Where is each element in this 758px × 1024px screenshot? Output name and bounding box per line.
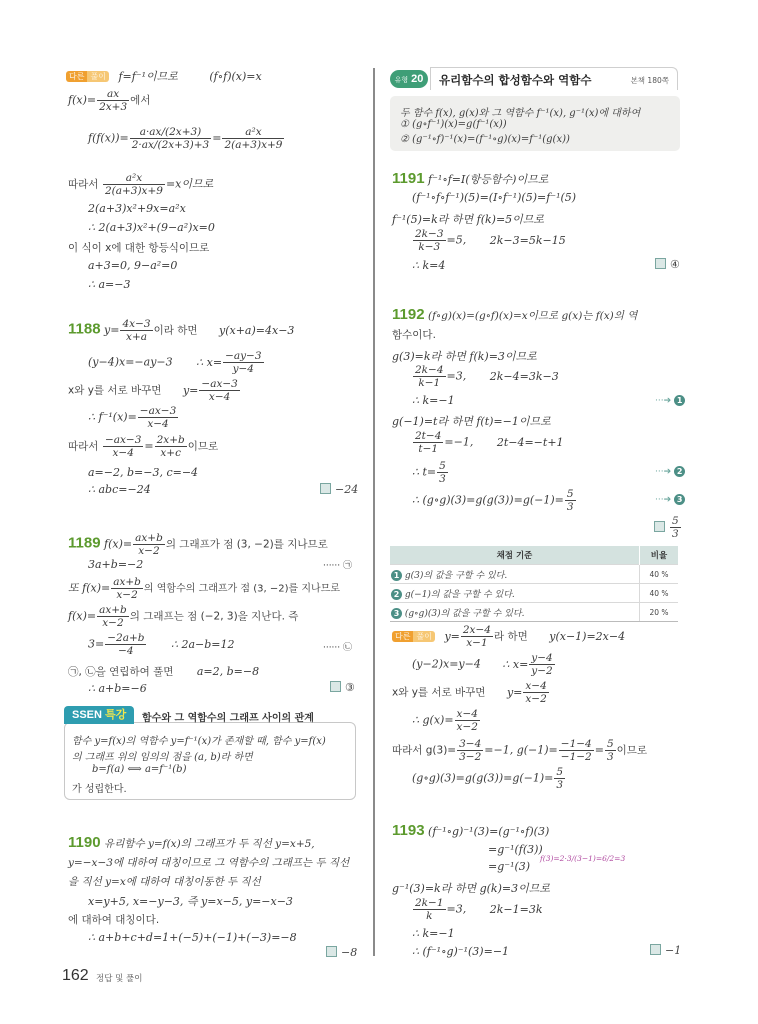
solution-line: y=−x−3에 대하여 대칭이므로 그 역함수의 그래프는 두 직선	[68, 857, 350, 869]
step-marker: ···➔ 3	[655, 492, 685, 505]
step-1-icon: 1	[674, 395, 685, 406]
solution-line: (f⁻¹∘f∘f⁻¹)(5)=(I∘f⁻¹)(5)=f⁻¹(5)	[412, 191, 577, 204]
step-marker: ···➔ 2	[655, 464, 685, 477]
solution-line: x=y+5, x=−y−3, 즉 y=x−5, y=−x−3	[88, 895, 293, 908]
solution-line: $\frac{2t-4}{t-1}$ =−1, 2t−4=−t+1	[415, 430, 564, 455]
solution-line: ∴ a+b+c+d=1+(−5)+(−1)+(−3)=−8	[88, 931, 297, 944]
problem-number: 1192	[392, 306, 425, 323]
ssen-title: 함수와 그 역함수의 그래프 사이의 관계	[142, 713, 314, 724]
answer: ③	[330, 681, 355, 694]
alt-solution-line: 2(a+3)x²+9x=a²x	[88, 202, 186, 215]
solution-line: 3a+b=−2 ······ ㉠	[88, 558, 352, 571]
step-3-icon: 3	[391, 608, 402, 619]
solution-line: a=−2, b=−3, c=−4	[88, 466, 199, 479]
problem-1189: 1189 f(x)= $\frac{ax+b}{x-2}$ 의 그래프가 점 (3, −2)를 지나므로	[68, 532, 328, 557]
solution-line: g⁻¹(3)=k라 하면 g(k)=3이므로	[392, 882, 550, 895]
answer: $\frac{5}{3}$	[654, 515, 682, 540]
problem-1193: 1193 (f⁻¹∘g)⁻¹(3)=(g⁻¹∘f)(3)	[392, 822, 550, 839]
problem-1192: 1192 (f∘g)(x)=(g∘f)(x)=x이므로 g(x)는 f(x)의 역	[392, 306, 638, 323]
problem-number: 1193	[392, 822, 425, 839]
alt-solution-line: ∴ g(x)= $\frac{x-4}{x-2}$	[412, 708, 478, 733]
ssen-line: 의 그래프 위의 임의의 점을 (a, b)라 하면	[72, 752, 253, 763]
problem-number: 1190	[68, 834, 101, 851]
alt-solution-line: ∴ a=−3	[88, 278, 131, 291]
column-divider	[373, 68, 375, 956]
ssen-tab: SSEN 특강	[64, 706, 134, 724]
solution-line: =g⁻¹(3)	[488, 860, 531, 873]
problem-1190: 1190 유리함수 y=f(x)의 그래프가 두 직선 y=x+5,	[68, 834, 315, 851]
solution-line: 따라서 $\frac{-ax-3}{x-4}$ = $\frac{2x+b}{x+c}$ 이므로	[68, 434, 219, 459]
alt-solution-line: f(x)= $\frac{ax}{2x+3}$ 에서	[68, 88, 151, 113]
solution-line: ∴ (g∘g)(3)=g(g(3))=g(−1)= $\frac{5}{3}$	[412, 488, 574, 513]
type-title-box	[430, 67, 678, 90]
summary-line: 두 함수 f(x), g(x)와 그 역함수 f⁻¹(x), g⁻¹(x)에 대하여	[400, 108, 641, 119]
solution-line: x와 y를 서로 바꾸면 y= $\frac{-ax-3}{x-4}$	[68, 378, 238, 403]
step-2-icon: 2	[391, 589, 402, 600]
step-2-icon: 2	[674, 466, 685, 477]
solution-line: g(−1)=t라 하면 f(t)=−1이므로	[392, 415, 551, 428]
page-label: 정답 및 풀이	[96, 974, 143, 984]
solution-line: g(3)=k라 하면 f(k)=3이므로	[392, 350, 537, 363]
alt-solution-line: ∴ 2(a+3)x²+(9−a²)x=0	[88, 221, 215, 234]
problem-1191: 1191 f⁻¹∘f=I(항등함수)이므로	[392, 170, 549, 187]
solution-line: $\frac{2k-4}{k-1}$ =3, 2k−4=3k−3	[415, 364, 559, 389]
alt-solution-line: a+3=0, 9−a²=0	[88, 259, 178, 272]
solution-line: ∴ k=4	[412, 259, 446, 272]
alt-solution-line: x와 y를 서로 바꾸면 y= $\frac{x-4}{x-2}$	[392, 680, 547, 705]
page-number: 162	[62, 967, 89, 984]
type-header	[390, 67, 678, 91]
solution-line: ∴ abc=−24	[88, 483, 151, 496]
summary-line: ② (g⁻¹∘f)⁻¹(x)=(f⁻¹∘g)(x)=f⁻¹(g(x))	[400, 134, 570, 145]
solution-line: 3= $\frac{-2a+b}{-4}$ ∴ 2a−b=12 ······ ㉡	[88, 632, 352, 657]
answer-box-icon	[320, 483, 331, 494]
step-3-icon: 3	[674, 494, 685, 505]
type-badge: 유형 20	[390, 70, 428, 88]
solution-line: ㉠, ㉡을 연립하여 풀면 a=2, b=−8	[68, 665, 260, 678]
grading-header-criteria: 채점 기준	[390, 546, 640, 565]
solution-line: ∴ k=−1	[412, 394, 455, 407]
problem-number: 1191	[392, 170, 425, 187]
ssen-line: 함수 y=f(x)의 역함수 y=f⁻¹(x)가 존재할 때, 함수 y=f(x)	[72, 736, 326, 747]
alt-solution-line: 다른 풀이 y= $\frac{2x-4}{x-1}$ 라 하면 y(x−1)=2x−4	[392, 624, 625, 649]
other-solution-tag: 다른 풀이	[66, 71, 109, 82]
step-1-icon: 1	[391, 570, 402, 581]
answer-box-icon	[654, 521, 665, 532]
alt-solution-line: 따라서 $\frac{\text{a²x}}{2(a+3)x+9}$ =x이므로	[68, 172, 214, 197]
type-title: 유리함수의 합성함수와 역함수	[439, 73, 592, 87]
table-row: 2 g(−1)의 값을 구할 수 있다. 40 %	[390, 584, 678, 603]
solution-line: ∴ a+b=−6	[88, 682, 147, 695]
grading-table	[390, 546, 678, 622]
solution-line: ∴ f⁻¹(x)= $\frac{-ax-3}{x-4}$	[88, 405, 177, 430]
alt-solution-line: f(f(x))= $\frac{a\cdot ax/(2x+3)}{2\cdot ax/(2x+3)+3}$ = $\frac{\text{a²x}}{2(a+3)x+9}$	[88, 126, 283, 151]
other-solution-tag: 다른 풀이	[392, 631, 435, 642]
grading-header-ratio: 비율	[640, 546, 679, 565]
step-marker: ···➔ 1	[655, 393, 685, 406]
alt-solution-line: 따라서 g(3)= $\frac{3-4}{3-2}$ =−1, g(−1)= $\frac{-1-4}{-1-2}$ = $\frac{5}{3}$ 이므로	[392, 738, 648, 763]
type-summary	[390, 96, 680, 151]
solution-line: 을 직선 y=x에 대하여 대칭이동한 두 직선	[68, 876, 261, 888]
answer-box-icon	[650, 944, 661, 955]
problem-number: 1188	[68, 320, 101, 338]
solution-line: =g⁻¹(f(3))	[488, 843, 543, 856]
solution-line: $\frac{2k-3}{k-3}$ =5, 2k−3=5k−15	[415, 228, 566, 253]
answer-box-icon	[330, 681, 341, 692]
table-row: 1 g(3)의 값을 구할 수 있다. 40 %	[390, 565, 678, 584]
ssen-line: b=f(a) ⟺ a=f⁻¹(b)	[92, 764, 187, 775]
solution-line: ∴ t= $\frac{5}{3}$	[412, 460, 446, 485]
problem-number: 1189	[68, 534, 101, 552]
solution-line: ∴ (f⁻¹∘g)⁻¹(3)=−1	[412, 945, 510, 958]
solution-line: f(x)= $\frac{ax+b}{x-2}$ 의 그래프는 점 (−2, 3)을 지난다. 즉	[68, 604, 299, 629]
answer: −24	[320, 483, 358, 496]
solution-line: 에 대하여 대칭이다.	[68, 914, 160, 926]
alt-solution-line: (y−2)x=y−4 ∴ x= $\frac{y-4}{y-2}$	[412, 652, 553, 677]
answer-box-icon	[655, 258, 666, 269]
answer: −1	[650, 944, 681, 957]
solution-line: ∴ k=−1	[412, 927, 455, 940]
alt-solution-line: (g∘g)(3)=g(g(3))=g(−1)= $\frac{5}{3}$	[412, 766, 564, 791]
solution-line: f⁻¹(5)=k라 하면 f(k)=5이므로	[392, 213, 545, 226]
solution-line: 또 f(x)= $\frac{ax+b}{x-2}$ 의 역함수의 그래프가 점 (3, −2)를 지나므로	[68, 576, 340, 601]
solution-line: $\frac{2k-1}{k}$ =3, 2k−1=3k	[415, 897, 543, 922]
table-row: 3 (g∘g)(3)의 값을 구할 수 있다. 20 %	[390, 603, 678, 622]
summary-line: ① (g∘f⁻¹)(x)=g(f⁻¹(x))	[400, 119, 507, 130]
alt-solution-line: 이 식이 x에 대한 항등식이므로	[68, 242, 210, 254]
answer: −8	[326, 946, 357, 959]
answer: ④	[655, 258, 680, 271]
problem-1188: 1188 y= $\frac{4x-3}{x+a}$ 이라 하면 y(x+a)=4x−3	[68, 318, 295, 343]
answer-box-icon	[326, 946, 337, 957]
solution-line: 함수이다.	[392, 329, 436, 341]
alt-solution-line: 다른 풀이 f=f⁻¹이므로 (f∘f)(x)=x	[66, 68, 262, 84]
margin-note: f(3)=2·3/(3−1)=6/2=3	[540, 854, 626, 863]
solution-line: (y−4)x=−ay−3 ∴ x= $\frac{-ay-3}{y-4}$	[88, 350, 262, 375]
textbook-reference: 본책 180쪽	[630, 76, 669, 85]
ssen-line: 가 성립한다.	[72, 784, 127, 795]
ssen-special-box	[64, 706, 356, 798]
